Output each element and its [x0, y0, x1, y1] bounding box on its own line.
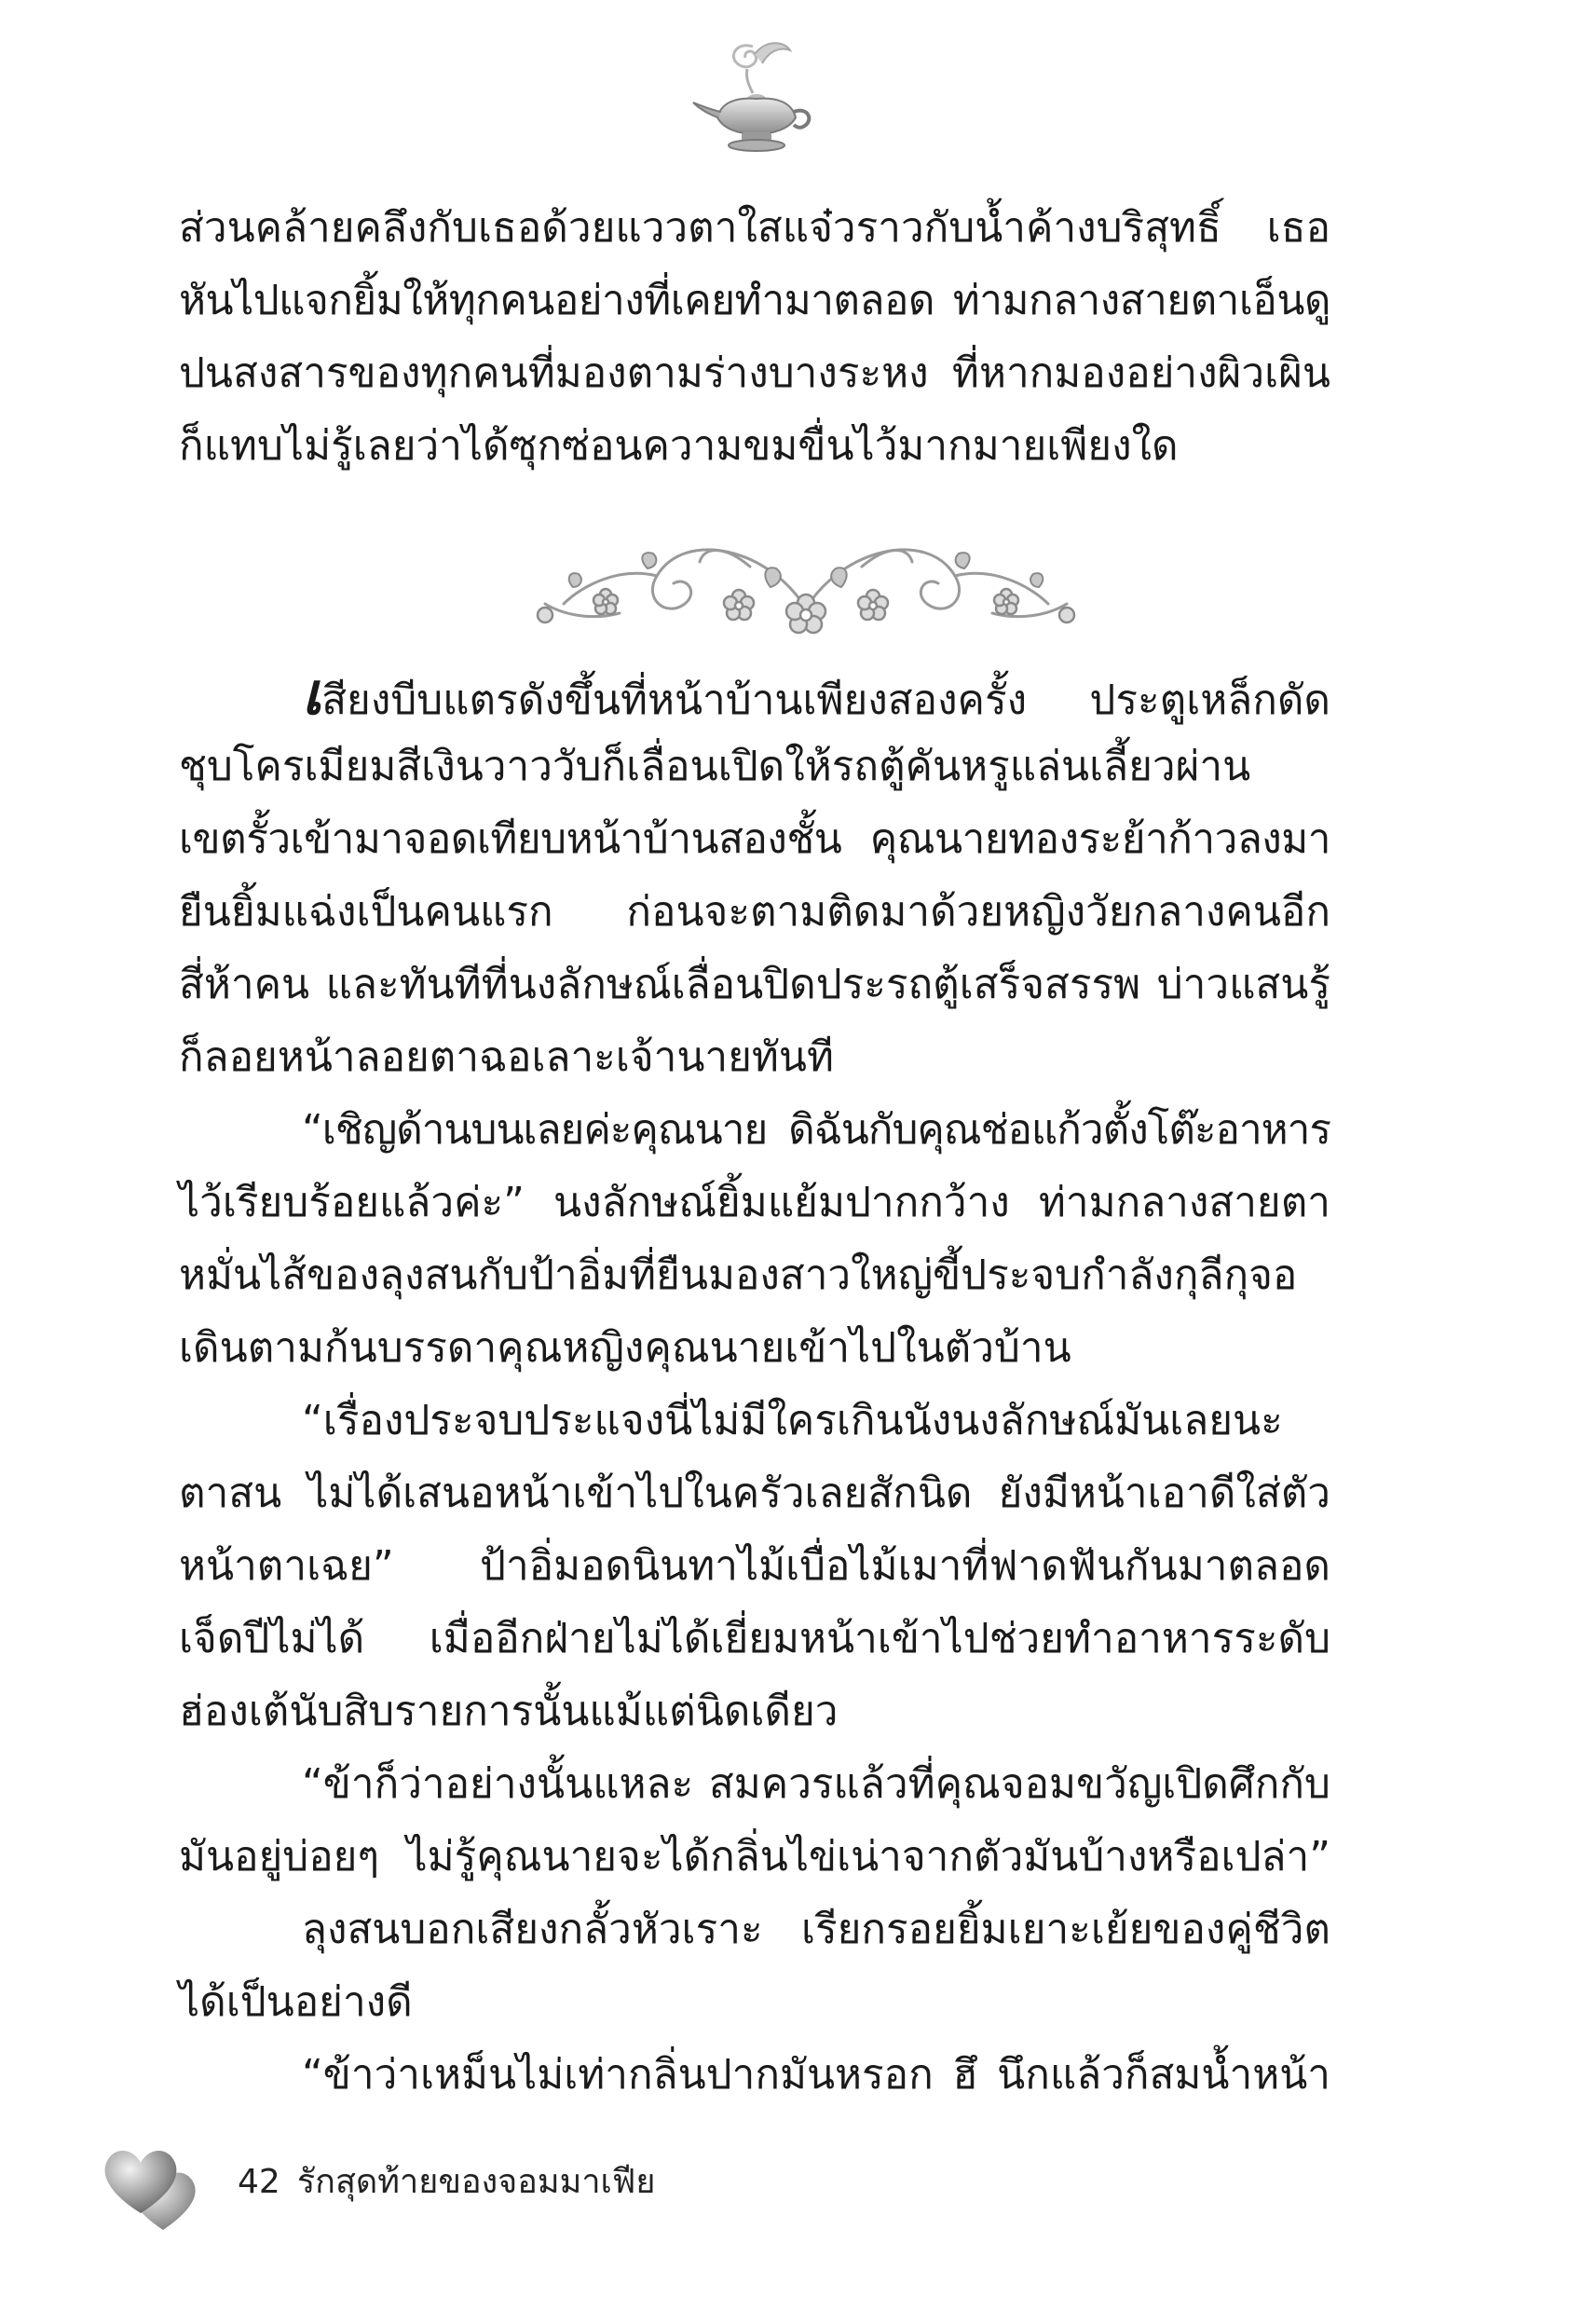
genie-lamp-icon [680, 28, 820, 168]
page-footer [238, 2162, 655, 2203]
text-line: “ข้าก็ว่าอย่างนั้นแหละ สมควรแล้วที่คุณจอมขวัญเปิดศึกกับ [302, 1760, 1330, 1808]
text-line: หน้าตาเฉย” ป้าอิ่มอดนินทาไม้เบื่อไม้เมาที่ฟาดฟันกันมาตลอด [179, 1542, 1330, 1590]
text-line-first [179, 658, 1330, 731]
text-line: ปนสงสารของทุกคนที่มองตามร่างบางระหง ที่หากมองอย่างผิวเผิน [179, 349, 1330, 397]
hearts-icon [98, 2129, 210, 2239]
text-line: ยืนยิ้มแฉ่งเป็นคนแรก ก่อนจะตามติดมาด้วยหญิงวัยกลางคนอีก [179, 888, 1330, 936]
page-number: 42 [238, 2163, 280, 2201]
text-line: “เชิญด้านบนเลยค่ะคุณนาย ดิฉันกับคุณช่อแก้วตั้งโต๊ะอาหาร [302, 1106, 1330, 1154]
text-line: มันอยู่บ่อยๆ ไม่รู้คุณนายจะได้กลิ่นไข่เน่าจากตัวมันบ้างหรือเปล่า” [179, 1833, 1330, 1880]
text-line: เขตรั้วเข้ามาจอดเทียบหน้าบ้านสองชั้น คุณนายทองระย้าก้าวลงมา [179, 815, 1330, 863]
text-line: ก็ลอยหน้าลอยตาฉอเลาะเจ้านายทันที [179, 1033, 834, 1081]
text-block-top [179, 192, 1330, 483]
text-line: “ข้าว่าเหม็นไม่เท่ากลิ่นปากมันหรอก ฮึ นึกแล้วก็สมน้ำหน้า [302, 2051, 1330, 2099]
drop-cap: เ [302, 660, 322, 728]
text-line: “เรื่องประจบประแจงนี่ไม่มีใครเกินนังนงลักษณ์มันเลยนะ [302, 1397, 1283, 1444]
text-line: หมั่นไส้ของลุงสนกับป้าอิ่มที่ยืนมองสาวใหญ่ขี้ประจบกำลังกุลีกุจอ [179, 1251, 1298, 1299]
text-line: ลุงสนบอกเสียงกลั้วหัวเราะ เรียกรอยยิ้มเยาะเย้ยของคู่ชีวิต [302, 1906, 1330, 1953]
text-line: ฮ่องเต้นับสิบรายการนั้นแม้แต่นิดเดียว [179, 1688, 839, 1735]
text-line: ตาสน ไม่ได้เสนอหน้าเข้าไปในครัวเลยสักนิด ยังมีหน้าเอาดีใส่ตัว [179, 1470, 1330, 1517]
text-block-main [179, 658, 1330, 2112]
floral-divider-icon [517, 511, 1095, 650]
book-title: รักสุดท้ายของจอมมาเฟีย [296, 2163, 656, 2201]
text-line: ชุบโครเมียมสีเงินวาววับก็เลื่อนเปิดให้รถตู้คันหรูแล่นเลี้ยวผ่าน [179, 743, 1251, 790]
text-line: หันไปแจกยิ้มให้ทุกคนอย่างที่เคยทำมาตลอด ท่ามกลางสายตาเอ็นดู [179, 277, 1330, 324]
text-line: สี่ห้าคน และทันทีที่นงลักษณ์เลื่อนปิดประรถตู้เสร็จสรรพ บ่าวแสนรู้ [179, 961, 1330, 1008]
text-line: เจ็ดปีไม่ได้ เมื่ออีกฝ่ายไม่ได้เยี่ยมหน้าเข้าไปช่วยทำอาหารระดับ [179, 1615, 1330, 1662]
text-line: ได้เป็นอย่างดี [179, 1978, 413, 2026]
text-line-rest: สียงบีบแตรดังขึ้นที่หน้าบ้านเพียงสองครั้ง ประตูเหล็กดัด [321, 677, 1330, 724]
text-line: ส่วนคล้ายคลึงกับเธอด้วยแววตาใสแจ๋วราวกับน้ำค้างบริสุทธิ์ เธอ [179, 204, 1330, 252]
text-line: ก็แทบไม่รู้เลยว่าได้ซุกซ่อนความขมขื่นไว้มากมายเพียงใด [179, 422, 1179, 470]
text-line: ไว้เรียบร้อยแล้วค่ะ” นงลักษณ์ยิ้มแย้มปากกว้าง ท่ามกลางสายตา [179, 1179, 1330, 1226]
text-line: เดินตามก้นบรรดาคุณหญิงคุณนายเข้าไปในตัวบ้าน [179, 1324, 1071, 1372]
